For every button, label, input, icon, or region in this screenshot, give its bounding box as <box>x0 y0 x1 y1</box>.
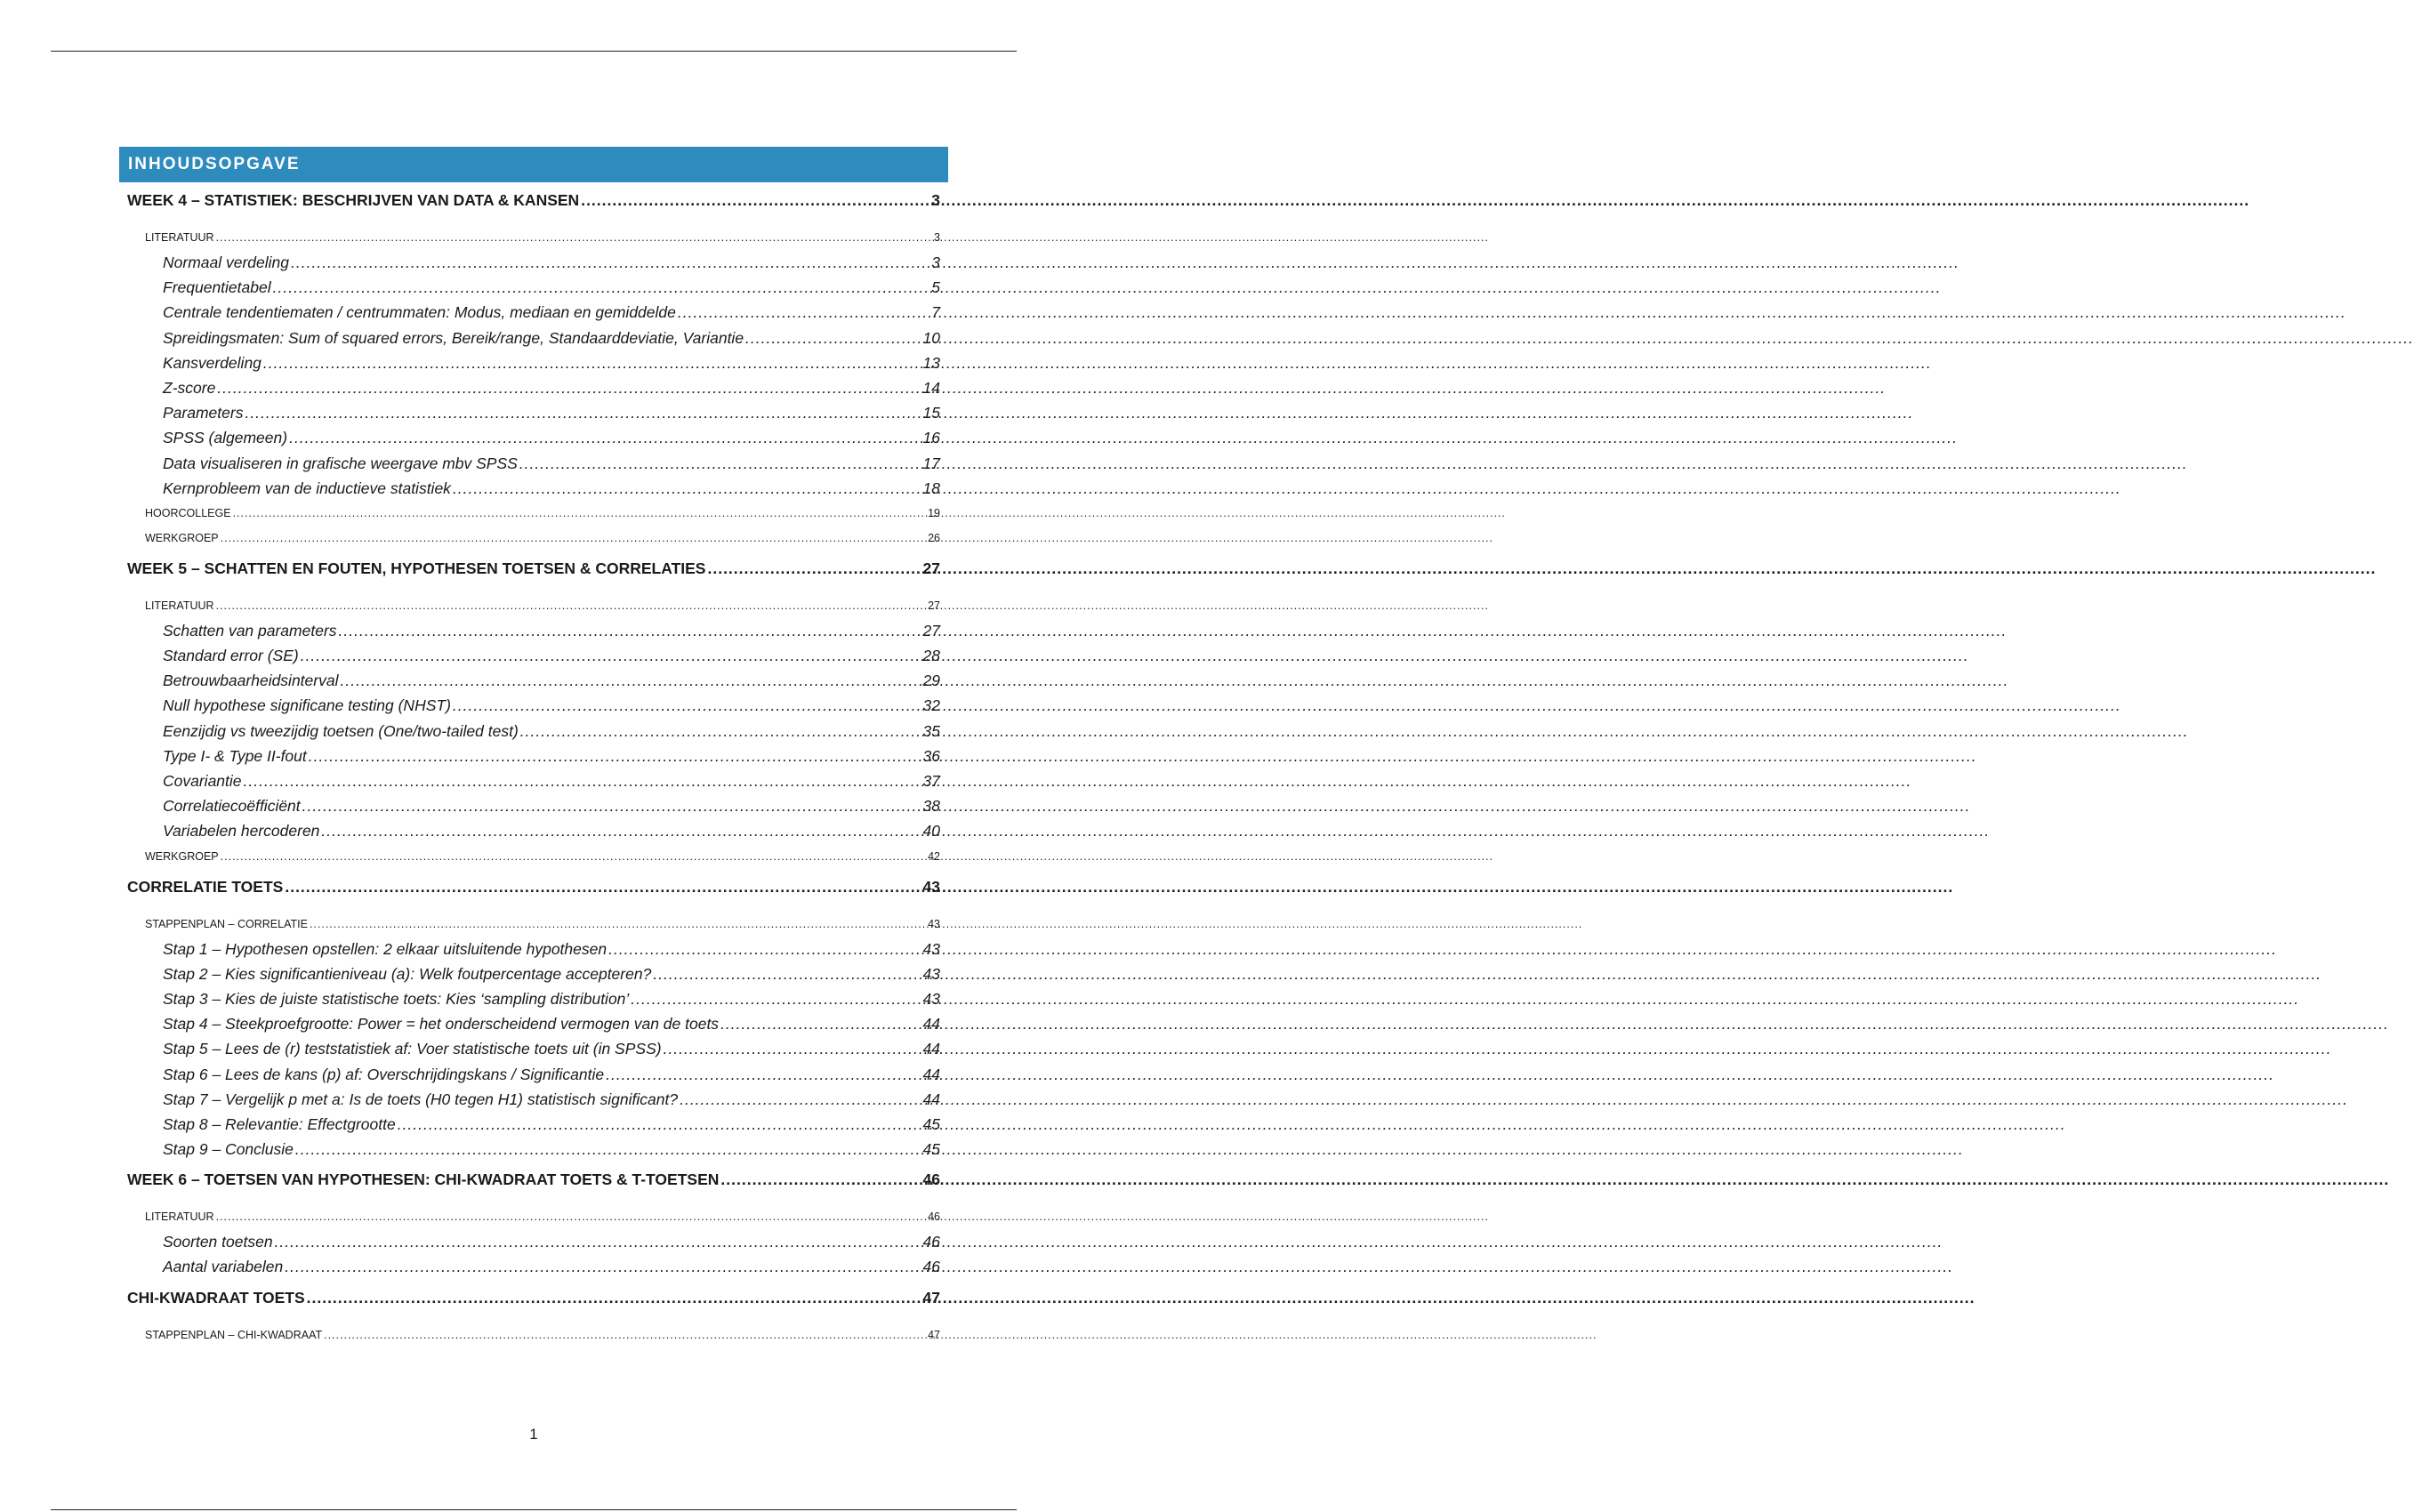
toc-entry[interactable]: Soorten toetsen ..... 46 <box>119 1229 940 1254</box>
toc-entry[interactable]: Covariantie ..... 37 <box>119 768 940 793</box>
toc-entry-w4-hoorcollege[interactable]: HOORCOLLEGE ..... 19 <box>119 501 940 526</box>
toc-entry[interactable]: Eenzijdig vs tweezijdig toetsen (One/two-tailed test) ..... 35 <box>119 719 940 744</box>
bottom-rule <box>51 1509 1017 1510</box>
toc-entry[interactable]: Spreidingsmaten: Sum of squared errors, Bereik/range, Standaarddeviatie, Variantie ..... 10 <box>119 326 940 350</box>
toc-entry-w5-literatuur[interactable]: LITERATUUR ..... 27 <box>119 593 940 618</box>
toc-entry-week6[interactable]: WEEK 6 – TOETSEN VAN HYPOTHESEN: CHI-KWADRAAT TOETS & T-TOETSEN ..... 46 <box>119 1170 940 1194</box>
page-number: 1 <box>529 1426 538 1443</box>
toc-entry[interactable]: Stap 2 – Kies significantieniveau (a): Welk foutpercentage accepteren? ..... 43 <box>119 961 940 986</box>
toc-entry[interactable]: Frequentietabel ..... 5 <box>119 275 940 300</box>
toc-entry[interactable]: Betrouwbaarheidsinterval ..... 29 <box>119 668 940 693</box>
toc-entry-w4-werkgroep[interactable]: WERKGROEP ..... 26 <box>119 526 940 551</box>
toc-entry[interactable]: Stap 4 – Steekproefgrootte: Power = het onderscheidend vermogen van de toets ..... 44 <box>119 1011 940 1036</box>
toc-header <box>119 147 948 182</box>
toc-title: INHOUDSOPGAVE <box>128 155 301 173</box>
top-rule <box>51 51 1017 52</box>
toc-entry[interactable]: Stap 5 – Lees de (r) teststatistiek af: Voer statistische toets uit (in SPSS) ..... 44 <box>119 1036 940 1061</box>
toc-entry[interactable]: Stap 7 – Vergelijk p met a: Is de toets (H0 tegen H1) statistisch significant? ..... 44 <box>119 1087 940 1112</box>
toc-entry[interactable]: Z-score ..... 14 <box>119 375 940 400</box>
toc-entry-week5[interactable]: WEEK 5 – SCHATTEN EN FOUTEN, HYPOTHESEN TOETSEN & CORRELATIES ..... 27 <box>119 559 940 583</box>
toc-entry-w4-literatuur[interactable]: LITERATUUR ..... 3 <box>119 225 940 250</box>
toc-entry[interactable]: Normaal verdeling ..... 3 <box>119 250 940 275</box>
toc-entry[interactable]: Stap 1 – Hypothesen opstellen: 2 elkaar uitsluitende hypothesen ..... 43 <box>119 937 940 961</box>
toc-entry[interactable]: Kernprobleem van de inductieve statistiek ..... 18 <box>119 476 940 501</box>
toc-entry[interactable]: Type I- & Type II-fout ..... 36 <box>119 744 940 768</box>
toc-entry-stappenplan-chi-kwadraat[interactable]: STAPPENPLAN – CHI-KWADRAAT ..... 47 <box>119 1323 940 1347</box>
toc-entry[interactable]: Variabelen hercoderen ..... 40 <box>119 818 940 843</box>
toc-entry[interactable]: Stap 9 – Conclusie ..... 45 <box>119 1137 940 1162</box>
toc-entry[interactable]: Stap 3 – Kies de juiste statistische toets: Kies ‘sampling distribution’ ..... 43 <box>119 986 940 1011</box>
toc-entry[interactable]: Stap 8 – Relevantie: Effectgrootte ..... 45 <box>119 1112 940 1137</box>
toc-entry-w5-werkgroep[interactable]: WERKGROEP ..... 42 <box>119 844 940 869</box>
toc-entry[interactable]: Parameters ..... 15 <box>119 400 940 425</box>
toc-entry-correlatie-toets[interactable]: CORRELATIE TOETS ..... 43 <box>119 878 940 902</box>
toc-entry[interactable]: Schatten van parameters ..... 27 <box>119 618 940 643</box>
toc-entry-w6-literatuur[interactable]: LITERATUUR ..... 46 <box>119 1204 940 1229</box>
toc-entry[interactable]: Standard error (SE) ..... 28 <box>119 643 940 668</box>
toc-entry[interactable]: Aantal variabelen ..... 46 <box>119 1254 940 1279</box>
toc-entry[interactable]: Null hypothese significane testing (NHST) ..... 32 <box>119 693 940 718</box>
toc-entry[interactable]: Data visualiseren in grafische weergave mbv SPSS ..... 17 <box>119 451 940 476</box>
toc-entry[interactable]: Kansverdeling ..... 13 <box>119 350 940 375</box>
toc-entry-week4[interactable]: WEEK 4 – STATISTIEK: BESCHRIJVEN VAN DATA & KANSEN ..... 3 <box>119 191 940 215</box>
toc-entry-chi-kwadraat-toets[interactable]: CHI-KWADRAAT TOETS ..... 47 <box>119 1289 940 1313</box>
toc-entry[interactable]: Centrale tendentiematen / centrummaten: Modus, mediaan en gemiddelde ..... 7 <box>119 300 940 325</box>
table-of-contents <box>119 191 940 1347</box>
toc-entry[interactable]: SPSS (algemeen) ..... 16 <box>119 425 940 450</box>
toc-entry[interactable]: Correlatiecoëfficiënt ..... 38 <box>119 793 940 818</box>
toc-entry[interactable]: Stap 6 – Lees de kans (p) af: Overschrijdingskans / Significantie ..... 44 <box>119 1062 940 1087</box>
toc-entry-stappenplan-correlatie[interactable]: STAPPENPLAN – CORRELATIE ..... 43 <box>119 912 940 937</box>
